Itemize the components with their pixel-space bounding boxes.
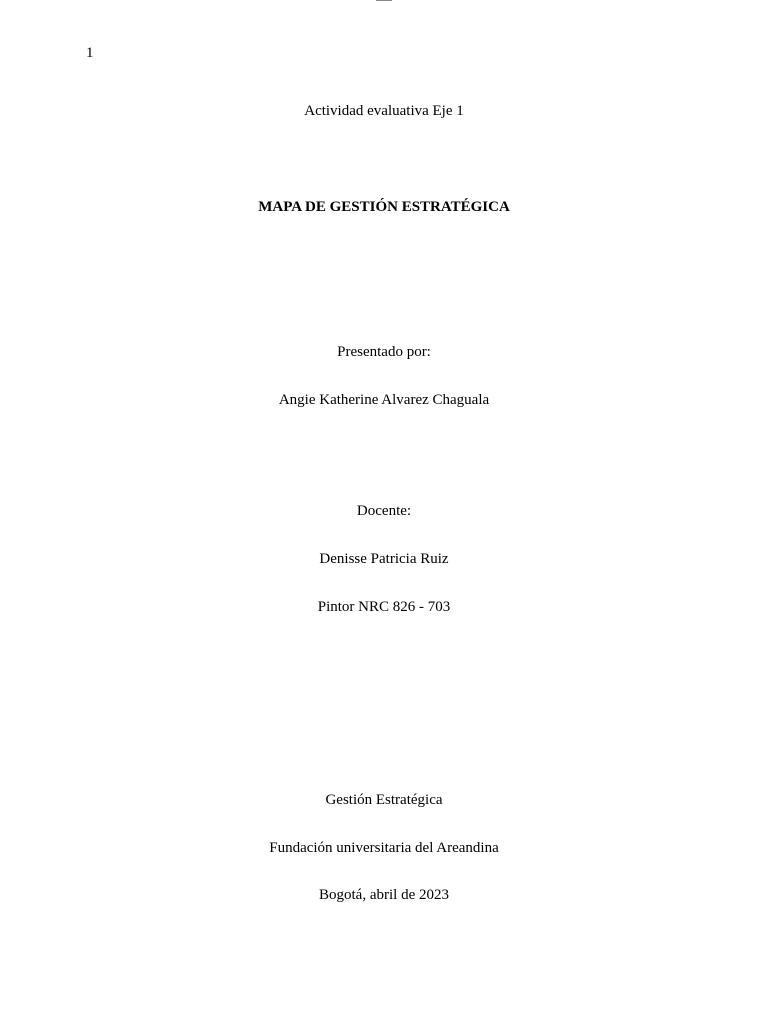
- page-top-marker: [376, 0, 392, 1]
- author-name: Angie Katherine Alvarez Chaguala: [278, 392, 490, 408]
- page-number: 1: [86, 45, 94, 61]
- teacher-label: Docente:: [356, 503, 412, 519]
- place-date: Bogotá, abril de 2023: [319, 887, 449, 903]
- activity-line: Actividad evaluativa Eje 1: [304, 103, 464, 119]
- teacher-name: Denisse Patricia Ruiz: [319, 551, 449, 567]
- course-name: Gestión Estratégica: [325, 792, 443, 808]
- document-title: MAPA DE GESTIÓN ESTRATÉGICA: [258, 199, 510, 215]
- institution-name: Fundación universitaria del Areandina: [269, 840, 499, 856]
- presented-by-label: Presentado por:: [337, 344, 431, 360]
- course-nrc: Pintor NRC 826 - 703: [317, 599, 451, 615]
